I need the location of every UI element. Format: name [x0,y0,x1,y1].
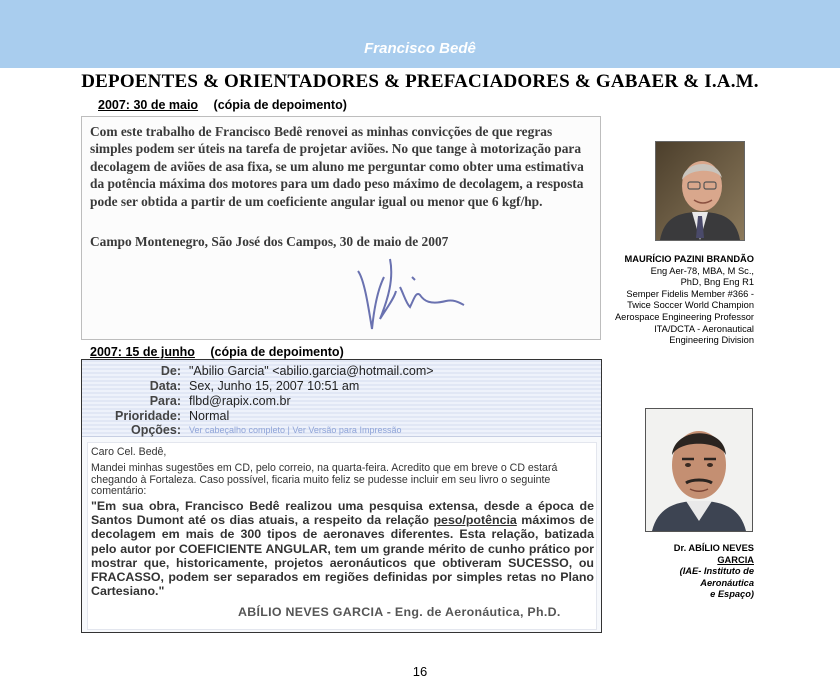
email-quote-underlined: peso/potência [433,513,517,528]
email-header [82,360,601,437]
email-paragraph: Mandei minhas sugestões em CD, pelo correio, na quarta-feira. Acredito que em breve o CD estará chegando à Fortaleza. Caso possível, ficaria muito feliz se pudesse incluir em seu livro o seguinte comentário: [91,462,558,498]
person2-line: (IAE- Instituto de [679,566,754,577]
section1-date: 2007: 30 de maio [98,98,199,112]
email-options-row [82,423,601,437]
email-from-label: De: [160,364,181,378]
email-from-row [82,364,601,378]
person1-line: PhD, Bng Eng R1 [680,277,754,288]
person1-line: Twice Soccer World Champion [627,300,754,311]
person1-line: Semper Fidelis Member #366 - [626,288,754,299]
person1-line: Eng Aer-78, MBA, M Sc., [650,265,754,276]
email-quote [91,499,594,598]
header-author: Francisco Bedê [364,40,476,57]
email-quote-part1: "Em sua obra, Francisco Bedê realizou uma pesquisa extensa, desde a época de Santos Dumont até os dias atuais, a respeito da relação [91,499,594,528]
email-to-label: Para: [149,394,181,408]
page-number: 16 [412,664,428,679]
email-greeting: Caro Cel. Bedê, [91,446,167,458]
section2-date: 2007: 15 de junho [90,345,195,359]
email-priority-row [82,409,601,423]
email-quote-part2: máximos de decolagem em mais de 300 tipos de aeronaves diferentes. Esta relação, batizada pelo autor por COEFICIENTE ANGULAR, tem um grande mérito de cunho prático por mostrar que, historicamente, projetos aeronáuticos que obtiveram SUCESSO, ou FRACASSO, podem ser separados em regiões definidas por simples retas no Plano Cartesiano." [91,513,594,599]
person1-line: Engineering Division [669,335,754,346]
email-options-links: Ver cabeçalho completo | Ver Versão para Impressão [189,425,402,435]
handwritten-signature [350,249,470,339]
email-signoff: ABÍLIO NEVES GARCIA - Eng. de Aeronáutica, Ph.D. [238,605,561,619]
header-band [0,0,840,68]
section1-note: (cópia de depoimento) [213,98,347,112]
email-to-row [82,394,601,408]
person1-line: ITA/DCTA - Aeronautical [654,323,754,334]
person2-surname: GARCIA [717,554,754,565]
testimony-quote-1: Com este trabalho de Francisco Bedê renovei as minhas convicções de que regras simples podem ser úteis na tarefa de projetar aviões. No que tange à motorização para decolagem de aviões de asa fixa, se um aluno me perguntar como obter uma estimativa da potência máxima dos motores para um dado peso máximo de decolagem, a resposta pode ser obtida a partir de um coeficiente angular igual ou menor que 6 kgf/hp. [90,124,584,209]
email-priority-value: Normal [189,409,230,423]
person2-caption [614,543,754,601]
portrait-image [656,142,744,240]
email-to-value: flbd@rapix.com.br [189,394,291,408]
portrait-image [646,409,752,531]
page-title: DEPOENTES & ORIENTADORES & PREFACIADORES & GABAER & I.A.M. [81,71,759,92]
email-priority-label: Prioridade: [115,409,181,423]
email-date-value: Sex, Junho 15, 2007 10:51 am [189,379,360,393]
person2-name: Dr. ABÍLIO NEVES [673,543,754,553]
portrait-photo-abilio [645,408,753,532]
email-options-label: Opções: [130,423,181,437]
person2-line: Aeronáutica [700,577,754,588]
email-date-label: Data: [149,379,181,393]
person1-caption [524,254,754,347]
section1-caption [98,98,347,112]
email-date-row [82,379,601,393]
person2-line: e Espaço) [710,589,754,600]
person1-line: Aerospace Engineering Professor [614,311,754,322]
person1-name: MAURÍCIO PAZINI BRANDÃO [624,254,754,264]
testimony-scan-1 [81,116,601,340]
section2-caption [90,345,344,359]
portrait-photo-mauricio [655,141,745,241]
email-scan [81,359,602,633]
email-body [87,442,597,630]
section2-note: (cópia de depoimento) [210,345,344,359]
testimony-place-date: Campo Montenegro, São José dos Campos, 30 de maio de 2007 [90,234,449,249]
email-from-value: "Abilio Garcia" <abilio.garcia@hotmail.com> [189,364,434,378]
